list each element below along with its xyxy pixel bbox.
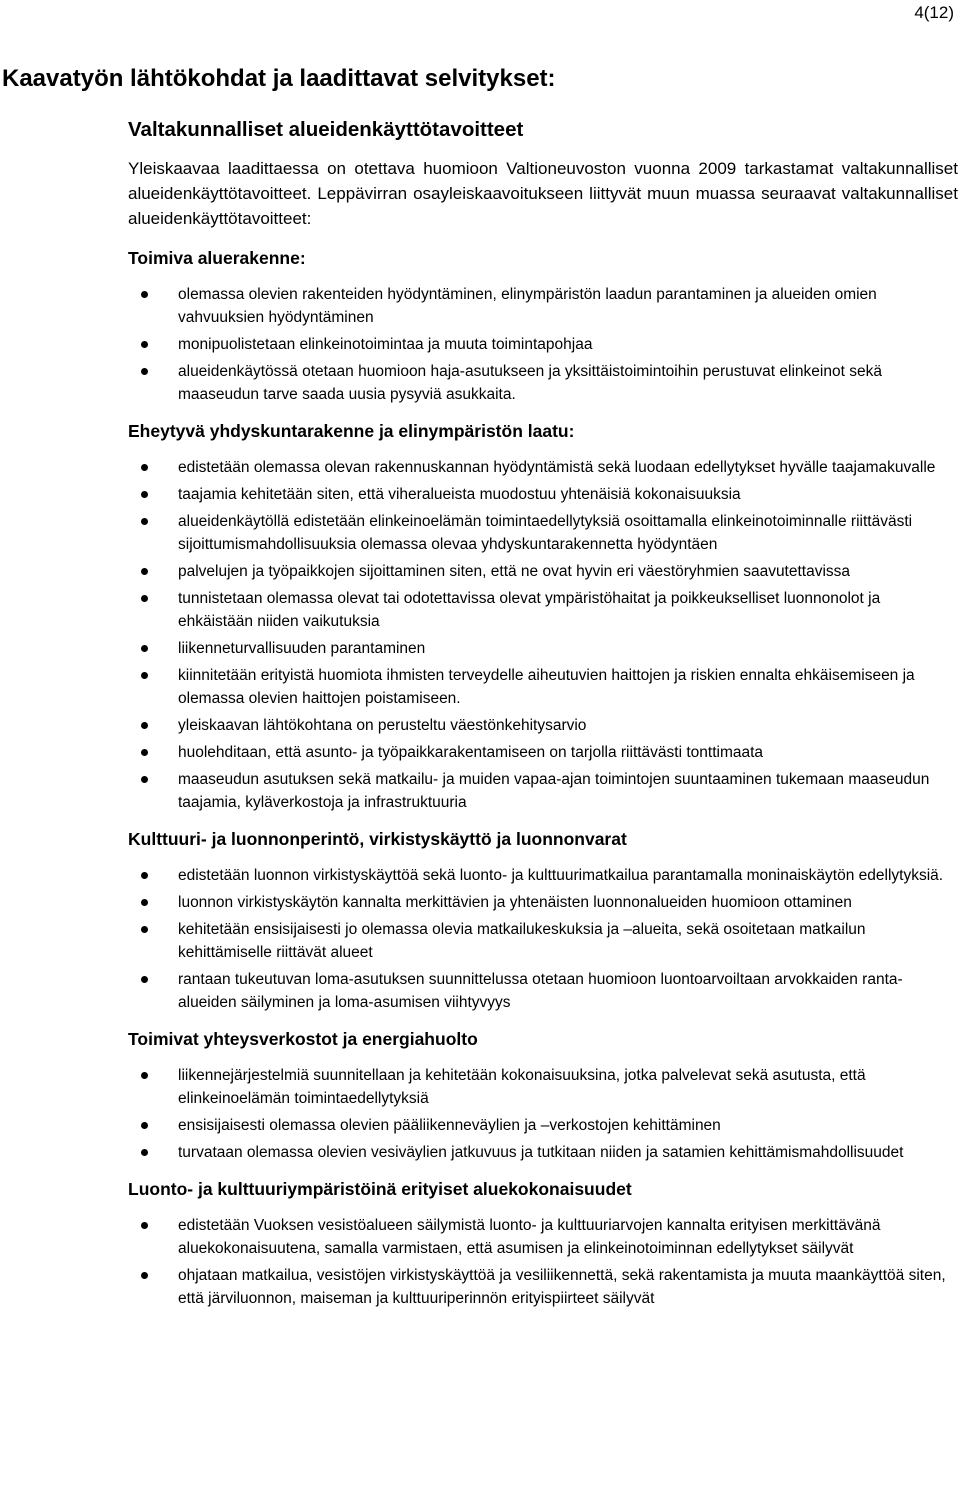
list-item: liikennejärjestelmiä suunnitellaan ja kehitetään kokonaisuuksina, jotka palvelevat sekä asutusta, että elinkeinoelämän toimintaedellytyksiä	[128, 1064, 958, 1110]
list-item: edistetään olemassa olevan rakennuskannan hyödyntämistä sekä luodaan edellytykset hyvälle taajamakuvalle	[128, 456, 958, 479]
intro-paragraph: Yleiskaavaa laadittaessa on otettava huomioon Valtioneuvoston vuonna 2009 tarkastamat valtakunnalliset alueidenkäyttötavoitteet. Leppävirran osayleiskaavoitukseen liittyvät muun muassa seuraavat valtakunnalliset alueidenkäyttötavoitteet:	[128, 159, 958, 228]
list-item: huolehditaan, että asunto- ja työpaikkarakentamiseen on tarjolla riittävästi tonttimaata	[128, 741, 958, 764]
group-heading: Luonto- ja kulttuuriympäristöinä erityiset aluekokonaisuudet	[128, 1179, 632, 1199]
list-item: rantaan tukeutuvan loma-asutuksen suunnittelussa otetaan huomioon luontoarvoiltaan arvokkaiden ranta-alueiden säilyminen ja loma-asumisen viihtyvyys	[128, 968, 958, 1014]
group-heading: Toimivat yhteysverkostot ja energiahuolto	[128, 1029, 478, 1049]
bullet-list	[128, 456, 958, 814]
list-item: ohjataan matkailua, vesistöjen virkistyskäyttöä ja vesiliikennettä, sekä rakentamista ja muuta maankäyttöä siten, että järviluonnon, maiseman ja kulttuuriperinnön erityispiirteet säilyvät	[128, 1264, 958, 1310]
document-body	[128, 116, 958, 1322]
group-aluekokonaisuudet	[128, 1176, 958, 1310]
list-item: edistetään luonnon virkistyskäyttöä sekä luonto- ja kulttuurimatkailua parantamalla moninaiskäytön edellytyksiä.	[128, 864, 958, 887]
bullet-icon	[141, 976, 148, 983]
list-item: turvataan olemassa olevien vesiväylien jatkuvuus ja tutkitaan niiden ja satamien kehittämismahdollisuudet	[128, 1141, 958, 1164]
bullet-icon	[141, 1072, 148, 1079]
bullet-icon	[141, 776, 148, 783]
group-eheytyva-yhdyskuntarakenne	[128, 418, 958, 814]
group-toimiva-aluerakenne	[128, 245, 958, 406]
bullet-icon	[141, 341, 148, 348]
group-yhteysverkostot	[128, 1026, 958, 1164]
list-item: kehitetään ensisijaisesti jo olemassa olevia matkailukeskuksia ja –alueita, sekä osoitetaan matkailun kehittämiselle riittävät alueet	[128, 918, 958, 964]
bullet-icon	[141, 368, 148, 375]
bullet-icon	[141, 1122, 148, 1129]
bullet-icon	[141, 1272, 148, 1279]
bullet-icon	[141, 645, 148, 652]
group-kulttuuri-luonnonperinto	[128, 826, 958, 1014]
bullet-icon	[141, 568, 148, 575]
group-heading: Toimiva aluerakenne:	[128, 248, 306, 268]
list-item: luonnon virkistyskäytön kannalta merkittävien ja yhtenäisten luonnonalueiden huomioon ottaminen	[128, 891, 958, 914]
bullet-icon	[141, 491, 148, 498]
list-item: monipuolistetaan elinkeinotoimintaa ja muuta toimintapohjaa	[128, 333, 958, 356]
section-title: Valtakunnalliset alueidenkäyttötavoitteet	[128, 118, 524, 141]
list-item: alueidenkäytössä otetaan huomioon haja-asutukseen ja yksittäistoimintoihin perustuvat elinkeinot sekä maaseudun tarve saada uusia pysyviä asukkaita.	[128, 360, 958, 406]
bullet-icon	[141, 749, 148, 756]
list-item: liikenneturvallisuuden parantaminen	[128, 637, 958, 660]
bullet-icon	[141, 926, 148, 933]
bullet-icon	[141, 872, 148, 879]
list-item: edistetään Vuoksen vesistöalueen säilymistä luonto- ja kulttuuriarvojen kannalta erityisen merkittävänä aluekokonaisuutena, samalla varmistaen, että asumisen ja elinkeinotoiminnan edellytykset säilyvät	[128, 1214, 958, 1260]
list-item: olemassa olevien rakenteiden hyödyntäminen, elinympäristön laadun parantaminen ja alueiden omien vahvuuksien hyödyntäminen	[128, 283, 958, 329]
bullet-icon	[141, 1222, 148, 1229]
page-title: Kaavatyön lähtökohdat ja laadittavat selvitykset:	[2, 65, 556, 92]
list-item: yleiskaavan lähtökohtana on perusteltu väestönkehitysarvio	[128, 714, 958, 737]
bullet-icon	[141, 595, 148, 602]
group-heading: Eheytyvä yhdyskuntarakenne ja elinympäristön laatu:	[128, 421, 575, 441]
bullet-list	[128, 864, 958, 1014]
bullet-icon	[141, 291, 148, 298]
bullet-icon	[141, 518, 148, 525]
list-item: ensisijaisesti olemassa olevien pääliikenneväylien ja –verkostojen kehittäminen	[128, 1114, 958, 1137]
list-item: kiinnitetään erityistä huomiota ihmisten terveydelle aiheutuvien haittojen ja riskien ennalta ehkäisemiseen ja olemassa olevien haittojen poistamiseen.	[128, 664, 958, 710]
bullet-icon	[141, 899, 148, 906]
bullet-icon	[141, 672, 148, 679]
bullet-icon	[141, 1149, 148, 1156]
bullet-icon	[141, 722, 148, 729]
list-item: taajamia kehitetään siten, että viheralueista muodostuu yhtenäisiä kokonaisuuksia	[128, 483, 958, 506]
list-item: alueidenkäytöllä edistetään elinkeinoelämän toimintaedellytyksiä osoittamalla elinkeinotoiminnalle riittävästi sijoittumismahdollisuuksia olemassa olevaa yhdyskuntarakennetta hyödyntäen	[128, 510, 958, 556]
bullet-list	[128, 1214, 958, 1310]
bullet-list	[128, 283, 958, 406]
group-heading: Kulttuuri- ja luonnonperintö, virkistyskäyttö ja luonnonvarat	[128, 829, 627, 849]
bullet-icon	[141, 464, 148, 471]
page-number: 4(12)	[914, 3, 954, 22]
bullet-list	[128, 1064, 958, 1164]
list-item: maaseudun asutuksen sekä matkailu- ja muiden vapaa-ajan toimintojen suuntaaminen tukemaan maaseudun taajamia, kyläverkostoja ja infrastruktuuria	[128, 768, 958, 814]
list-item: tunnistetaan olemassa olevat tai odotettavissa olevat ympäristöhaitat ja poikkeukselliset luonnonolot ja ehkäistään niiden vaikutuksia	[128, 587, 958, 633]
list-item: palvelujen ja työpaikkojen sijoittaminen siten, että ne ovat hyvin eri väestöryhmien saavutettavissa	[128, 560, 958, 583]
